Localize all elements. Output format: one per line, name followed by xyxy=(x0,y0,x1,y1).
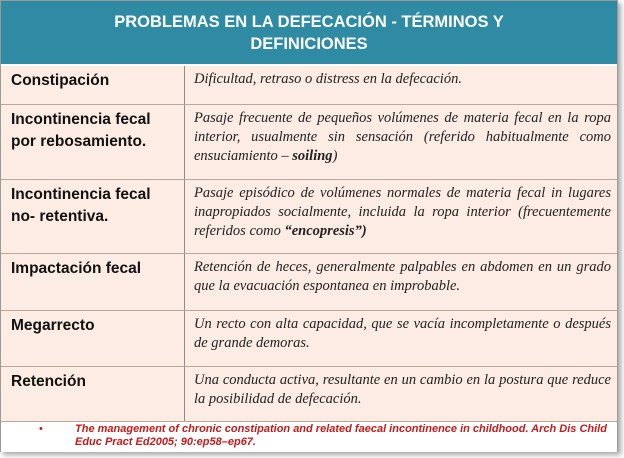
term-cell: Impactación fecal xyxy=(1,254,185,310)
table-row-constipacion xyxy=(1,66,617,105)
bullet-icon: • xyxy=(39,423,43,435)
definition-cell xyxy=(186,66,617,104)
term-cell: Incontinencia fecal no- retentiva. xyxy=(1,180,185,253)
reference-footnote xyxy=(1,422,617,452)
table-row-megarrecto xyxy=(1,311,617,367)
term-cell: Retención xyxy=(1,367,185,421)
table-title: PROBLEMAS EN LA DEFECACIÓN - TÉRMINOS Y DEFINICIONES xyxy=(114,12,504,53)
definition-text-end: ) xyxy=(332,148,338,164)
definition-text: Pasaje episódico de volúmenes normales de materia fecal in lugares inapropiados socialmente, incluida la ropa interior (frecuentemente referidos como xyxy=(194,185,611,239)
reference-text: The management of chronic constipation and related faecal incontinence in childhood. Arch Dis Child Educ Pract Ed2005; 90:ep58–ep67. xyxy=(75,423,607,448)
definition-cell xyxy=(186,180,617,253)
table-row-impactacion-fecal xyxy=(1,254,617,311)
definition-text: Retención de heces, generalmente palpables en abdomen en un grado que la evacuación espontanea en improbable. xyxy=(194,259,611,294)
table-row-retencion xyxy=(1,367,617,422)
definition-cell xyxy=(186,105,617,179)
definition-cell xyxy=(186,367,617,421)
definition-text: Pasaje frecuente de pequeños volúmenes de materia fecal en la ropa interior, usualmente sin sensación (referido habitualmente como ensuciamiento – xyxy=(194,110,611,164)
definition-text: Dificultad, retraso o distress en la defecación. xyxy=(194,71,462,87)
table-row-incontinencia-no-retentiva xyxy=(1,180,617,254)
definition-emphasis: soiling xyxy=(292,148,333,164)
definition-text: Una conducta activa, resultante en un cambio en la postura que reduce la posibilidad de defecación. xyxy=(194,372,611,407)
definition-emphasis: “encopresis”) xyxy=(284,223,367,239)
table-header xyxy=(1,1,617,66)
definition-cell xyxy=(186,311,617,366)
term-cell: Incontinencia fecal por rebosamiento. xyxy=(1,105,185,179)
definition-text: Un recto con alta capacidad, que se vacía incompletamente o después de grande demoras. xyxy=(194,316,611,351)
table-row-incontinencia-rebosamiento xyxy=(1,105,617,180)
term-cell: Constipación xyxy=(1,66,185,104)
definition-cell xyxy=(186,254,617,310)
term-cell: Megarrecto xyxy=(1,311,185,366)
